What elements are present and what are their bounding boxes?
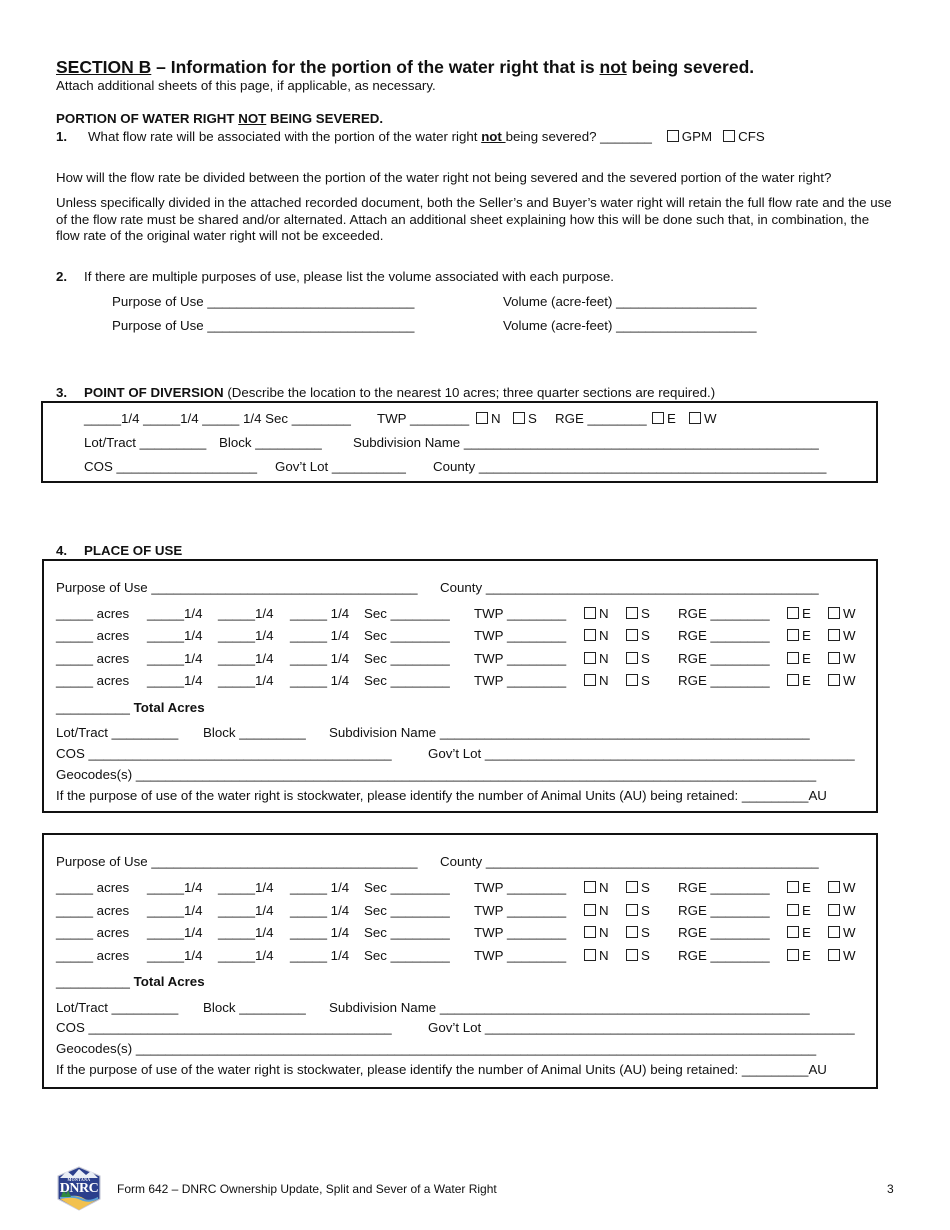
w-option[interactable]	[828, 880, 856, 895]
s-checkbox[interactable]	[626, 652, 638, 664]
sec-field[interactable]: Sec ________	[364, 606, 450, 621]
acres-field[interactable]: _____ acres	[56, 606, 130, 621]
n-label: N	[599, 628, 609, 643]
s-option[interactable]	[626, 948, 650, 963]
w-checkbox[interactable]	[828, 607, 840, 619]
sec-field[interactable]: Sec ________	[364, 628, 450, 643]
sec-field[interactable]: Sec ________	[364, 948, 450, 963]
diversion-s-option[interactable]	[513, 411, 537, 426]
q1-not: not	[481, 129, 506, 144]
n-option[interactable]	[584, 673, 609, 688]
logo-montana-text: MONTANA	[67, 1177, 91, 1182]
s-label: S	[641, 948, 650, 963]
block-field[interactable]: Block _________	[203, 725, 306, 740]
s-label: S	[641, 925, 650, 940]
stockwater-au-field[interactable]: If the purpose of use of the water right is stockwater, please identify the number of Animal Units (AU) being retained: _________AU	[56, 788, 827, 803]
volume-field-1[interactable]: Volume (acre-feet) ___________________	[503, 294, 757, 309]
question-1	[56, 129, 765, 144]
e-label: E	[802, 948, 811, 963]
n-checkbox[interactable]	[584, 881, 596, 893]
n-label: N	[599, 925, 609, 940]
title-not: not	[599, 57, 627, 77]
quarter-field-2[interactable]: _____1/4	[218, 903, 274, 918]
n-option[interactable]	[584, 606, 609, 621]
w-checkbox[interactable]	[828, 674, 840, 686]
diversion-e-option[interactable]	[652, 411, 676, 426]
acres-field[interactable]: _____ acres	[56, 948, 130, 963]
quarter-field-1[interactable]: _____1/4	[147, 948, 203, 963]
e-option[interactable]	[787, 925, 811, 940]
n-checkbox[interactable]	[476, 412, 488, 424]
subdivision-field[interactable]: Subdivision Name __________________________________________________	[329, 1000, 810, 1015]
diversion-cos-field[interactable]: COS ___________________	[84, 459, 258, 474]
w-option[interactable]	[828, 925, 856, 940]
cos-field[interactable]: COS _________________________________________	[56, 746, 392, 761]
e-option[interactable]	[787, 628, 811, 643]
rge-field[interactable]: RGE ________	[678, 925, 770, 940]
diversion-block-field[interactable]: Block _________	[219, 435, 322, 450]
total-acres	[56, 974, 205, 989]
w-checkbox[interactable]	[828, 629, 840, 641]
quarter-field-3[interactable]: _____ 1/4	[290, 948, 350, 963]
n-checkbox[interactable]	[584, 926, 596, 938]
s-checkbox[interactable]	[626, 881, 638, 893]
e-checkbox[interactable]	[787, 607, 799, 619]
n-label: N	[599, 948, 609, 963]
quarter-field-3[interactable]: _____ 1/4	[290, 673, 350, 688]
quarter-field-3[interactable]: _____ 1/4	[290, 606, 350, 621]
q2-number: 2.	[56, 269, 68, 284]
s-checkbox[interactable]	[626, 674, 638, 686]
acres-field[interactable]: _____ acres	[56, 880, 130, 895]
s-label: S	[641, 673, 650, 688]
w-checkbox[interactable]	[828, 881, 840, 893]
govt-lot-field[interactable]: Gov’t Lot __________________________________________________	[428, 1020, 855, 1035]
diversion-rge-field[interactable]: RGE ________	[555, 411, 647, 426]
diversion-lot-tract-field[interactable]: Lot/Tract _________	[84, 435, 207, 450]
n-checkbox[interactable]	[584, 607, 596, 619]
w-option[interactable]	[828, 651, 856, 666]
total-acres-field[interactable]: __________	[56, 974, 130, 989]
w-label: W	[843, 948, 856, 963]
e-label: E	[802, 673, 811, 688]
e-label: E	[802, 880, 811, 895]
total-acres-label: Total Acres	[133, 974, 205, 989]
flow-paragraph: Unless specifically divided in the attached recorded document, both the Seller’s and Buyer’s water right will retain the full flow rate and the use of the flow rate must be shared and/or alternated. Attach an additional sheet explaining how this will be done such that, in combination, the flow rate of the original water right will not be exceeded.	[56, 195, 892, 243]
logo-dnrc-text: DNRC	[59, 1181, 99, 1196]
n-checkbox[interactable]	[584, 629, 596, 641]
q3-heading: POINT OF DIVERSION	[84, 385, 224, 400]
sec-field[interactable]: Sec ________	[364, 903, 450, 918]
twp-field[interactable]: TWP ________	[474, 880, 567, 895]
flow-rate-field[interactable]: being severed? _______	[505, 129, 652, 144]
govt-lot-field[interactable]: Gov’t Lot __________________________________________________	[428, 746, 855, 761]
w-checkbox[interactable]	[828, 904, 840, 916]
sec-field[interactable]: Sec ________	[364, 651, 450, 666]
rge-field[interactable]: RGE ________	[678, 948, 770, 963]
n-checkbox[interactable]	[584, 949, 596, 961]
s-option[interactable]	[626, 651, 650, 666]
diversion-county-field[interactable]: County _______________________________________________	[433, 459, 827, 474]
diversion-w-option[interactable]	[689, 411, 717, 426]
purpose-of-use-field-1[interactable]: Purpose of Use ____________________________	[112, 294, 415, 309]
rge-field[interactable]: RGE ________	[678, 903, 770, 918]
e-checkbox[interactable]	[787, 904, 799, 916]
n-checkbox[interactable]	[584, 904, 596, 916]
acres-field[interactable]: _____ acres	[56, 673, 130, 688]
cos-field[interactable]: COS _________________________________________	[56, 1020, 392, 1035]
quarter-field-3[interactable]: _____ 1/4	[290, 925, 350, 940]
n-label: N	[491, 411, 501, 426]
e-checkbox[interactable]	[787, 949, 799, 961]
s-checkbox[interactable]	[626, 926, 638, 938]
total-acres	[56, 700, 205, 715]
quarter-field-3[interactable]: _____ 1/4	[290, 628, 350, 643]
purpose-field[interactable]: Purpose of Use ____________________________________	[56, 580, 418, 595]
heading-not: NOT	[238, 111, 267, 126]
e-checkbox[interactable]	[787, 652, 799, 664]
s-checkbox[interactable]	[626, 949, 638, 961]
e-option[interactable]	[787, 651, 811, 666]
q4-heading: PLACE OF USE	[84, 543, 183, 558]
s-option[interactable]	[626, 925, 650, 940]
stockwater-au-field[interactable]: If the purpose of use of the water right is stockwater, please identify the number of Animal Units (AU) being retained: _________AU	[56, 1062, 827, 1077]
quarter-field-1[interactable]: _____1/4	[147, 673, 203, 688]
twp-field[interactable]: TWP ________	[474, 903, 567, 918]
w-label: W	[843, 606, 856, 621]
w-label: W	[843, 651, 856, 666]
w-option[interactable]	[828, 903, 856, 918]
county-field[interactable]: County _____________________________________________	[440, 580, 819, 595]
twp-field[interactable]: TWP ________	[474, 673, 567, 688]
n-option[interactable]	[584, 948, 609, 963]
e-checkbox[interactable]	[787, 926, 799, 938]
acres-field[interactable]: _____ acres	[56, 925, 130, 940]
acres-field[interactable]: _____ acres	[56, 651, 130, 666]
e-label: E	[802, 925, 811, 940]
e-checkbox[interactable]	[787, 881, 799, 893]
lot-tract-field[interactable]: Lot/Tract _________	[56, 1000, 179, 1015]
subtitle: Attach additional sheets of this page, if applicable, as necessary.	[56, 78, 436, 93]
e-label: E	[802, 651, 811, 666]
q4-number: 4.	[56, 543, 68, 558]
s-label: S	[641, 606, 650, 621]
acres-field[interactable]: _____ acres	[56, 628, 130, 643]
s-label: S	[641, 880, 650, 895]
gpm-checkbox[interactable]	[667, 130, 679, 142]
w-label: W	[843, 925, 856, 940]
question-4	[56, 543, 183, 558]
w-label: W	[704, 411, 717, 426]
w-checkbox[interactable]	[828, 949, 840, 961]
q2-text: If there are multiple purposes of use, please list the volume associated with each purpose.	[84, 269, 614, 284]
e-label: E	[802, 628, 811, 643]
rge-field[interactable]: RGE ________	[678, 606, 770, 621]
s-option[interactable]	[626, 606, 650, 621]
n-label: N	[599, 651, 609, 666]
volume-field-2[interactable]: Volume (acre-feet) ___________________	[503, 318, 757, 333]
n-label: N	[599, 673, 609, 688]
quarter-field-2[interactable]: _____1/4	[218, 651, 274, 666]
quarter-field-1[interactable]: _____1/4	[147, 628, 203, 643]
diversion-twp-field[interactable]: TWP ________	[377, 411, 470, 426]
twp-field[interactable]: TWP ________	[474, 651, 567, 666]
s-label: S	[528, 411, 537, 426]
quarter-field-1[interactable]: _____1/4	[147, 651, 203, 666]
n-option[interactable]	[584, 880, 609, 895]
quarter-field-1[interactable]: _____1/4	[147, 880, 203, 895]
quarter-field-3[interactable]: _____ 1/4	[290, 651, 350, 666]
n-checkbox[interactable]	[584, 652, 596, 664]
w-option[interactable]	[828, 606, 856, 621]
quarter-field-3[interactable]: _____ 1/4	[290, 903, 350, 918]
e-option[interactable]	[787, 948, 811, 963]
e-option[interactable]	[787, 903, 811, 918]
section-title	[56, 57, 754, 78]
w-option[interactable]	[828, 628, 856, 643]
s-option[interactable]	[626, 880, 650, 895]
twp-field[interactable]: TWP ________	[474, 925, 567, 940]
sec-field[interactable]: Sec ________	[364, 880, 450, 895]
gpm-label: GPM	[681, 129, 713, 144]
e-label: E	[667, 411, 676, 426]
sec-field[interactable]: Sec ________	[364, 925, 450, 940]
subdivision-field[interactable]: Subdivision Name __________________________________________________	[329, 725, 810, 740]
quarter-field-1[interactable]: _____1/4	[147, 925, 203, 940]
s-checkbox[interactable]	[626, 904, 638, 916]
n-label: N	[599, 606, 609, 621]
cfs-label: CFS	[738, 129, 765, 144]
total-acres-field[interactable]: __________	[56, 700, 130, 715]
q3-note: (Describe the location to the nearest 10 acres; three quarter sections are required.)	[223, 385, 716, 400]
diversion-quarters-field[interactable]: _____1/4 _____1/4 _____ 1/4 Sec ________	[84, 411, 351, 426]
s-checkbox[interactable]	[626, 629, 638, 641]
e-checkbox[interactable]	[787, 629, 799, 641]
quarter-field-2[interactable]: _____1/4	[218, 948, 274, 963]
n-option[interactable]	[584, 903, 609, 918]
s-option[interactable]	[626, 903, 650, 918]
e-option[interactable]	[787, 673, 811, 688]
q1-number: 1.	[56, 129, 68, 144]
acres-field[interactable]: _____ acres	[56, 903, 130, 918]
q1-text: What flow rate will be associated with the portion of the water right	[88, 129, 482, 144]
n-label: N	[599, 880, 609, 895]
flow-question: How will the flow rate be divided between the portion of the water right not being severed and the severed portion of the water right?	[56, 170, 832, 185]
n-option[interactable]	[584, 651, 609, 666]
twp-field[interactable]: TWP ________	[474, 606, 567, 621]
heading-pre: PORTION OF WATER RIGHT	[56, 111, 239, 126]
diversion-govt-lot-field[interactable]: Gov’t Lot __________	[275, 459, 406, 474]
purpose-field[interactable]: Purpose of Use ____________________________________	[56, 854, 418, 869]
quarter-field-2[interactable]: _____1/4	[218, 925, 274, 940]
s-checkbox[interactable]	[513, 412, 525, 424]
diversion-n-option[interactable]	[476, 411, 501, 426]
e-option[interactable]	[787, 606, 811, 621]
e-label: E	[802, 606, 811, 621]
cfs-checkbox[interactable]	[723, 130, 735, 142]
w-option[interactable]	[828, 673, 856, 688]
form-label: Form 642 – DNRC Ownership Update, Split and Sever of a Water Right	[117, 1182, 497, 1196]
heading-post: BEING SEVERED.	[266, 111, 384, 126]
dnrc-logo-icon	[55, 1165, 103, 1211]
n-checkbox[interactable]	[584, 674, 596, 686]
s-label: S	[641, 903, 650, 918]
w-option[interactable]	[828, 948, 856, 963]
question-2	[56, 269, 614, 284]
twp-field[interactable]: TWP ________	[474, 948, 567, 963]
title-end: being severed.	[626, 57, 755, 77]
n-option[interactable]	[584, 628, 609, 643]
quarter-field-1[interactable]: _____1/4	[147, 903, 203, 918]
block-field[interactable]: Block _________	[203, 1000, 306, 1015]
n-option[interactable]	[584, 925, 609, 940]
twp-field[interactable]: TWP ________	[474, 628, 567, 643]
rge-field[interactable]: RGE ________	[678, 628, 770, 643]
quarter-field-1[interactable]: _____1/4	[147, 606, 203, 621]
quarter-field-2[interactable]: _____1/4	[218, 880, 274, 895]
e-option[interactable]	[787, 880, 811, 895]
county-field[interactable]: County _____________________________________________	[440, 854, 819, 869]
w-label: W	[843, 903, 856, 918]
s-checkbox[interactable]	[626, 607, 638, 619]
e-checkbox[interactable]	[652, 412, 664, 424]
w-checkbox[interactable]	[828, 926, 840, 938]
quarter-field-2[interactable]: _____1/4	[218, 628, 274, 643]
w-checkbox[interactable]	[689, 412, 701, 424]
s-option[interactable]	[626, 673, 650, 688]
quarter-field-2[interactable]: _____1/4	[218, 606, 274, 621]
title-text: – Information for the portion of the water right that is	[151, 57, 600, 77]
geocodes-field[interactable]: Geocodes(s) ____________________________________________________________________________________________	[56, 767, 817, 782]
e-checkbox[interactable]	[787, 674, 799, 686]
w-label: W	[843, 673, 856, 688]
w-label: W	[843, 628, 856, 643]
s-label: S	[641, 628, 650, 643]
rge-field[interactable]: RGE ________	[678, 880, 770, 895]
n-label: N	[599, 903, 609, 918]
quarter-field-2[interactable]: _____1/4	[218, 673, 274, 688]
rge-field[interactable]: RGE ________	[678, 673, 770, 688]
total-acres-label: Total Acres	[133, 700, 205, 715]
q3-number: 3.	[56, 385, 68, 400]
e-label: E	[802, 903, 811, 918]
portion-heading	[56, 111, 383, 126]
w-checkbox[interactable]	[828, 652, 840, 664]
section-label: SECTION B	[56, 57, 152, 77]
w-label: W	[843, 880, 856, 895]
sec-field[interactable]: Sec ________	[364, 673, 450, 688]
page-number: 3	[887, 1182, 894, 1196]
lot-tract-field[interactable]: Lot/Tract _________	[56, 725, 179, 740]
question-3	[56, 385, 716, 400]
diversion-subdivision-field[interactable]: Subdivision Name ________________________________________________	[353, 435, 819, 450]
quarter-field-3[interactable]: _____ 1/4	[290, 880, 350, 895]
purpose-of-use-field-2[interactable]: Purpose of Use ____________________________	[112, 318, 415, 333]
rge-field[interactable]: RGE ________	[678, 651, 770, 666]
s-label: S	[641, 651, 650, 666]
geocodes-field[interactable]: Geocodes(s) ____________________________________________________________________________________________	[56, 1041, 817, 1056]
s-option[interactable]	[626, 628, 650, 643]
